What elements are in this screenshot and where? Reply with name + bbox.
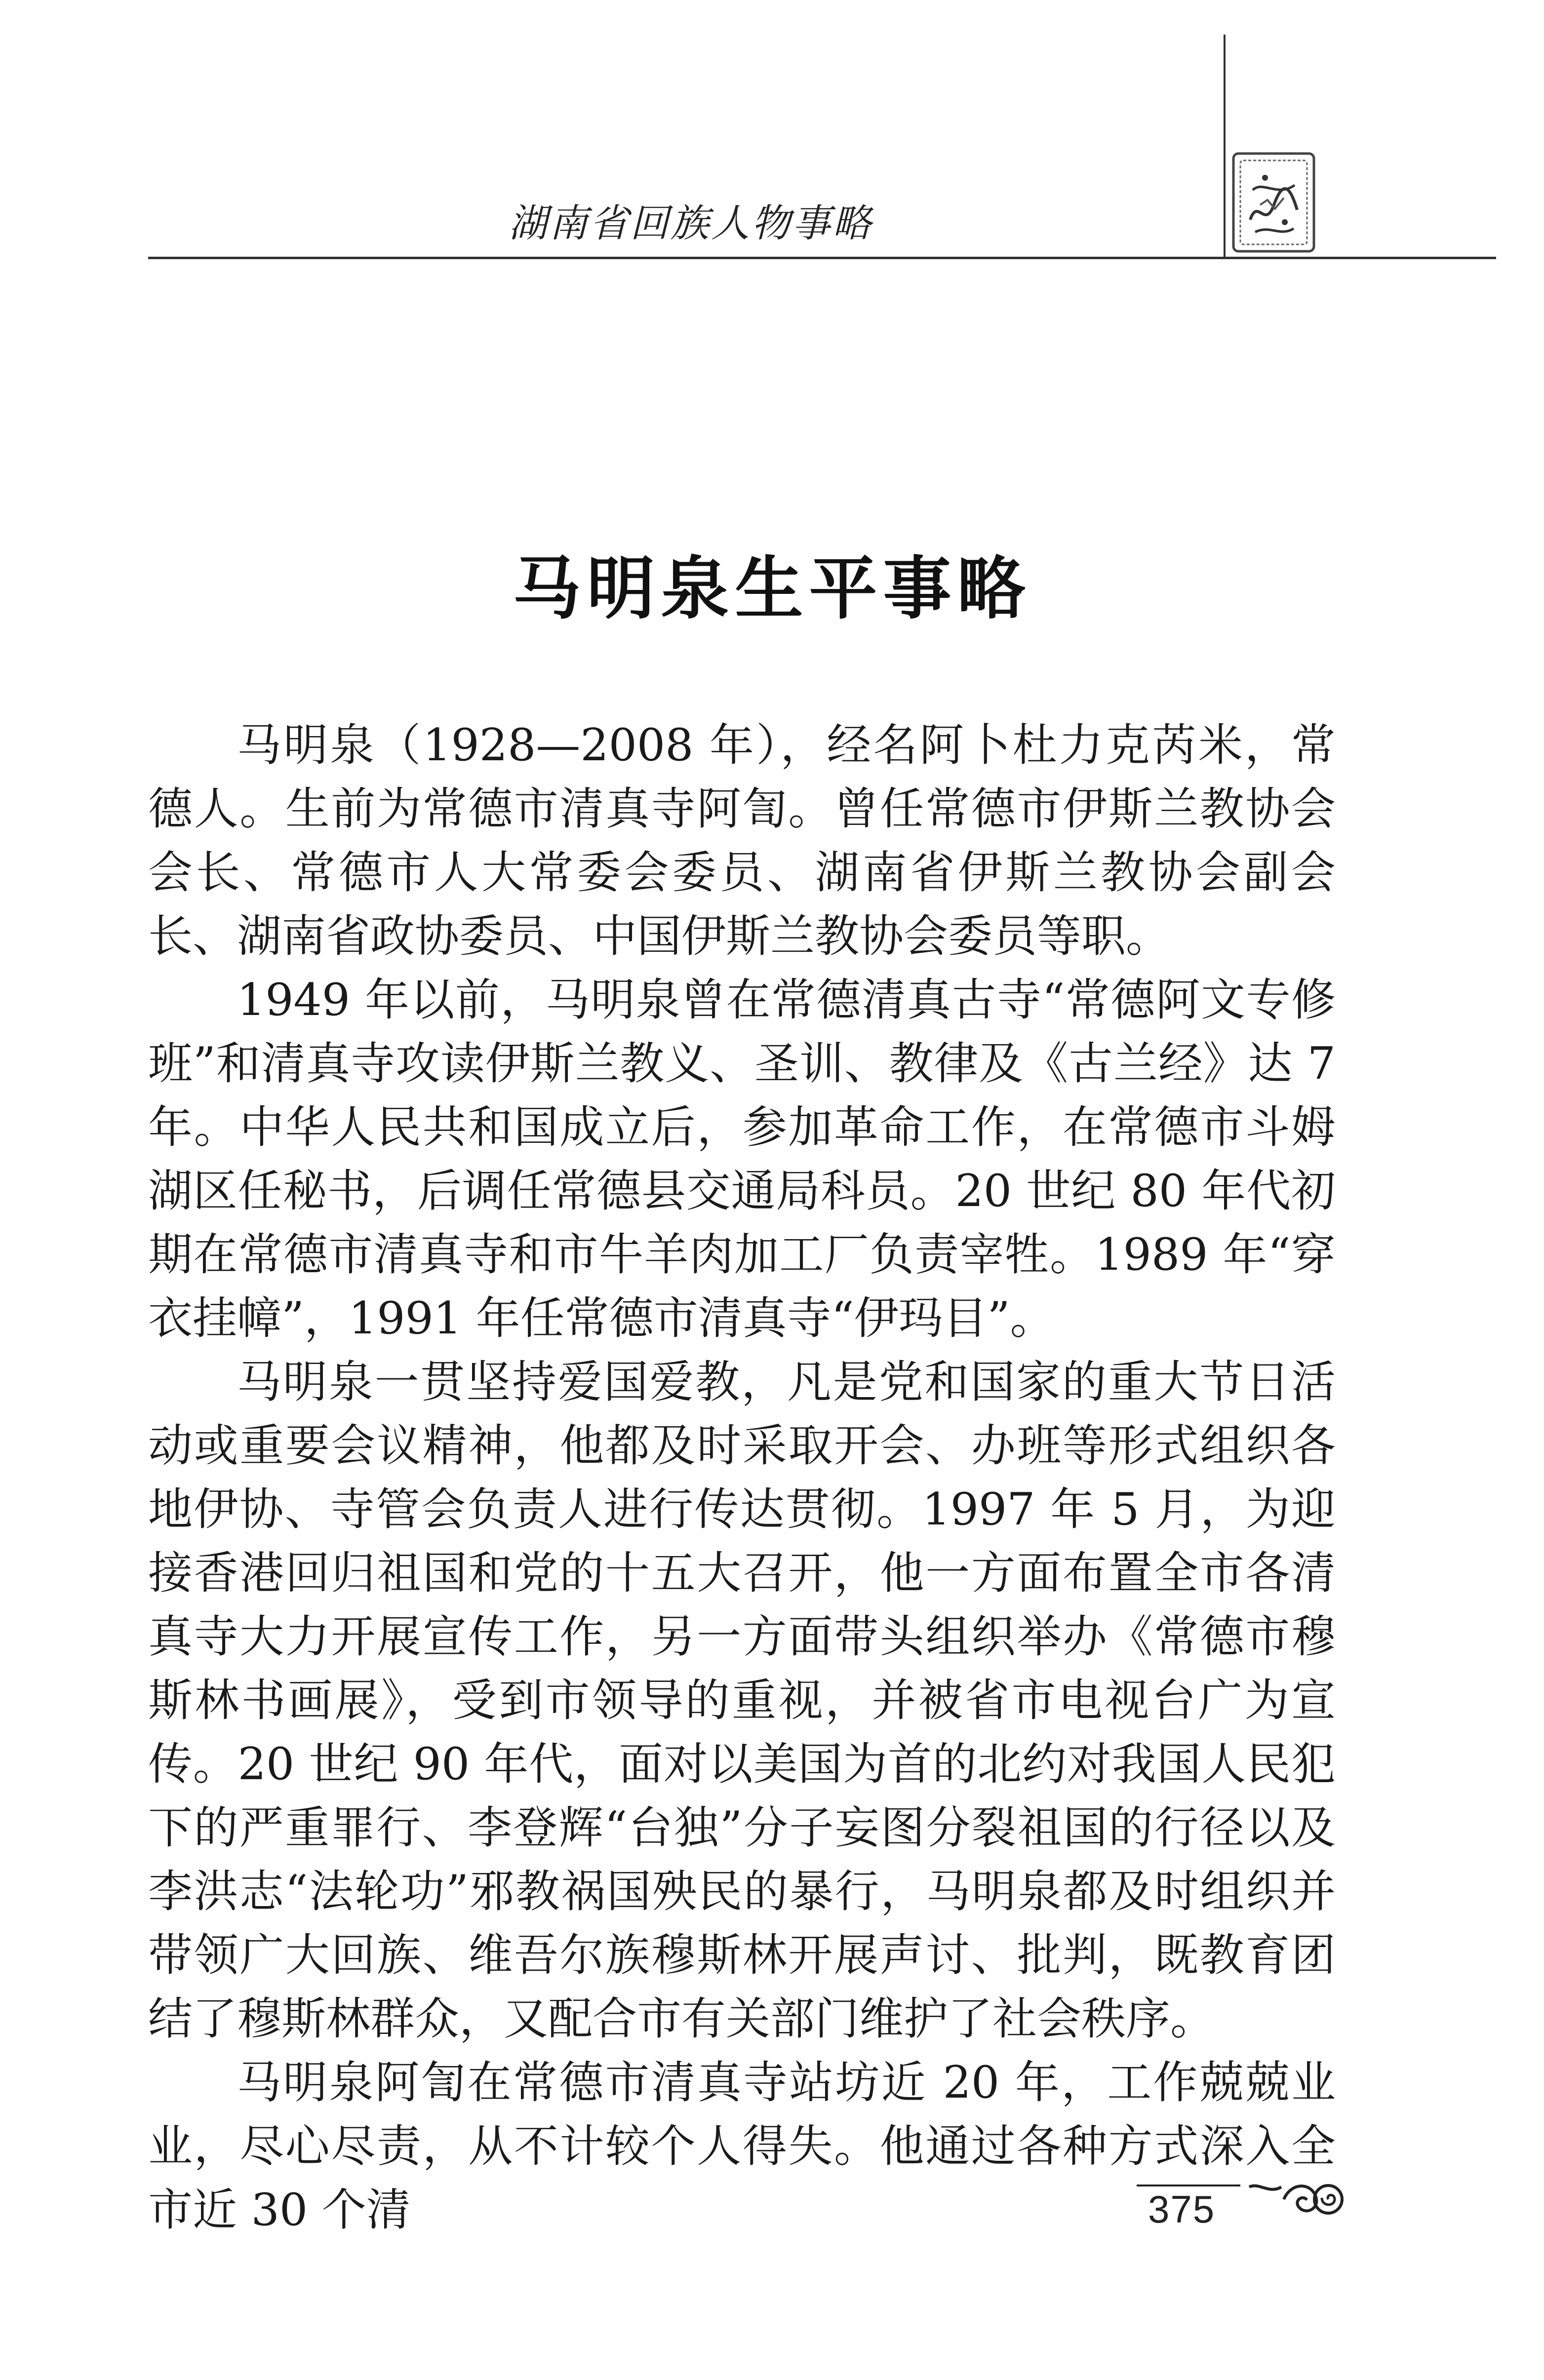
paragraph: 马明泉（1928—2008 年），经名阿卜杜力克芮米，常德人。生前为常德市清真寺阿訇。曾任常德市伊斯兰教协会会长、常德市人大常委会委员、湖南省伊斯兰教协会副会长、湖南省政协委员、中国伊斯兰教协会委员等职。: [148, 719, 1336, 962]
article-body: [148, 713, 1336, 2242]
arabic-calligraphy-seal-icon: [1230, 151, 1317, 254]
paragraph: 马明泉阿訇在常德市清真寺站坊近 20 年，工作兢兢业业，尽心尽责，从不计较个人得失。他通过各种方式深入全市近 30 个清: [148, 2057, 1336, 2236]
header-vertical-rule: [1224, 35, 1226, 258]
running-header: 湖南省回族人物事略: [509, 201, 873, 246]
paragraph: 马明泉一贯坚持爱国爱教，凡是党和国家的重大节日活动或重要会议精神，他都及时采取开会、办班等形式组织各地伊协、寺管会负责人进行传达贯彻。1997 年 5 月，为迎接香港回归祖国和党的十五大召开，他一方面布置全市各清真寺大力开展宣传工作，另一方面带头组织举办《常德市穆斯林书画展》，受到市领导的重视，并被省市电视台广为宣传。20 世纪 90 年代，面对以美国为首的北约对我国人民犯下的严重罪行、李登辉“台独”分子妄图分裂祖国的行径以及李洪志“法轮功”邪教祸国殃民的暴行，马明泉都及时组织并带领广大回族、维吾尔族穆斯林开展声讨、批判，既教育团结了穆斯林群众，又配合市有关部门维护了社会秩序。: [148, 1356, 1336, 2045]
paragraph: 1949 年以前，马明泉曾在常德清真古寺“常德阿文专修班”和清真寺攻读伊斯兰教义、圣训、教律及《古兰经》达 7 年。中华人民共和国成立后，参加革命工作，在常德市斗姆湖区任秘书，后调任常德县交通局科员。20 世纪 80 年代初期在常德市清真寺和市牛羊肉加工厂负责宰牲。1989 年“穿衣挂幛”，1991 年任常德市清真寺“伊玛目”。: [148, 974, 1336, 1344]
header-rule: [148, 257, 1496, 259]
scroll-flourish-icon: [1247, 2172, 1346, 2219]
article-title: 马明泉生平事略: [513, 548, 1031, 629]
folio-rule: [1137, 2185, 1240, 2186]
page-number: 375: [1148, 2187, 1216, 2231]
